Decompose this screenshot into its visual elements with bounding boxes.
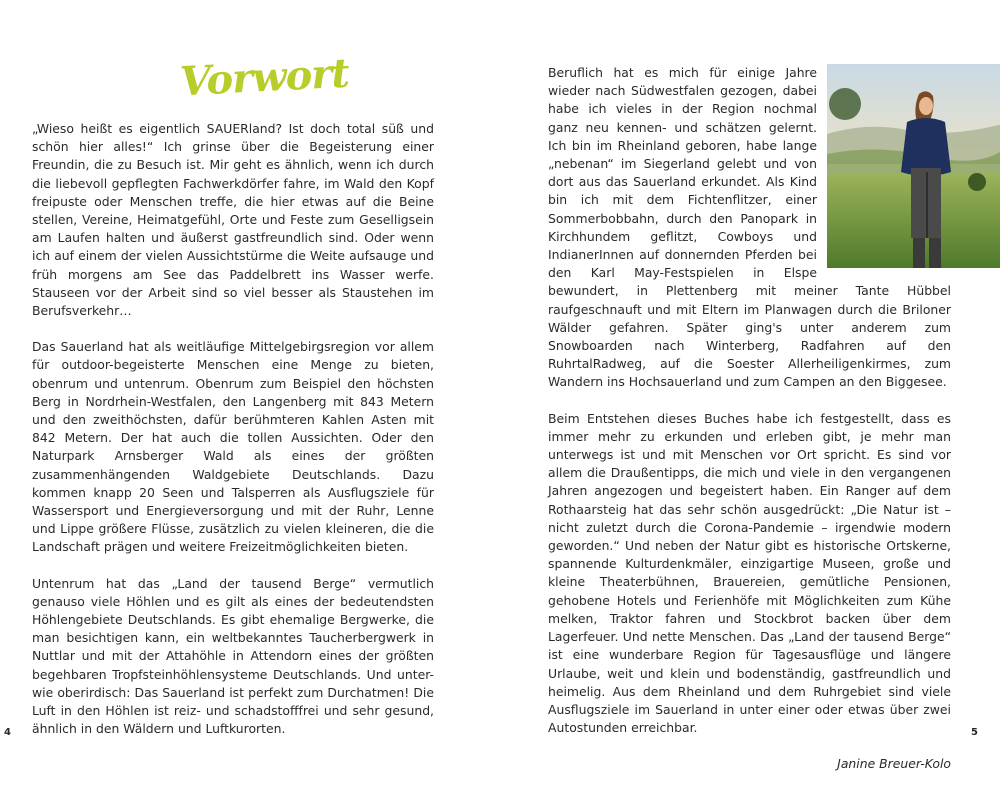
paragraph: Untenrum hat das „Land der tausend Berge“ vermutlich genauso viele Höhlen und es gilt als eines der bedeutendsten Höhlengebiete Deutschlands. Es gibt ehemalige Bergwerke, die man besichtigen kann, ein weltbekanntes Taucherbergwerk in Nuttlar und mit der Attahöhle in Attendorn eines der größten begehbaren Tropfsteinhöhlensysteme Deutschlands. Und unter- wie oberirdisch: Das Sauerland ist perfekt zum Durchatmen! Die Luft in den Höhlen ist reiz- und schadstofffrei und sehr gesund, ähnlich in den Wäldern und Luftkurorten.	[32, 575, 434, 737]
author-signature: Janine Breuer-Kolo	[837, 756, 951, 772]
right-column-text	[548, 64, 951, 792]
page-title: Vorwort	[178, 49, 350, 106]
author-photo	[827, 64, 1000, 268]
page-number-right: 5	[971, 727, 978, 738]
page-number-left: 4	[4, 727, 11, 738]
paragraph: „Wieso heißt es eigentlich SAUERland? Ist doch total süß und schön hier alles!“ Ich grinse über die Begeisterung einer Freundin, die zu Besuch ist. Mir geht es ähnlich, wenn ich durch die liebevoll gepflegten Fachwerkdörfer fahre, im Wald den Kopf freipuste oder Menschen treffe, die hier etwas auf die Beine stellen, Vereine, Heimatgefühl, Orte und Feste zum Geselligsein am Laufen halten und äußerst gastfreundlich sind. Oder wenn ich auf einem der vielen Aussichtstürme die Weite aufsauge und früh morgens am See das Paddelbrett ins Wasser werfe. Stauseen vor der Arbeit sind so viel besser als Staustehen im Berufsverkehr…	[32, 121, 434, 319]
paragraph: Beim Entstehen dieses Buches habe ich festgestellt, dass es immer mehr zu erkunden und erleben gibt, je mehr man unterwegs ist und mit Menschen vor Ort spricht. Es sind vor allem die Draußentipps, die mich und viele in den vergangenen Jahren angezogen und begeistert haben. Ein Ranger auf dem Rothaarsteig hat das sehr schön ausgedrückt: „Die Natur ist – nicht zuletzt durch die Corona-Pandemie – irgendwie modern geworden.“ Und neben der Natur gibt es historische Ortskerne, spannende Kulturdenkmäler, einzigartige Museen, große und kleine Theaterbühnen, Brauereien, gemütliche Pensionen, gehobene Hotels und Ferienhöfe mit Möglichkeiten zum Kühe melken, Traktor fahren und Stockbrot backen über dem Lagerfeuer. Und nette Menschen. Das „Land der tausend Berge“ ist eine wunderbare Region für Tagesausflüge und längere Urlaube, weit und klein und bodenständig, gastfreundlich und heimelig. Aus dem Rheinland und dem Ruhrgebiet sind viele Ausflugsziele im Sauerland in unter einer oder etwas über zwei Autostunden erreichbar.	[548, 410, 951, 736]
left-column-text	[32, 120, 434, 757]
author-photo-illustration	[827, 64, 1000, 268]
paragraph: Das Sauerland hat als weitläufige Mittelgebirgsregion vor allem für outdoor-begeisterte Menschen eine Menge zu bieten, obenrum und untenrum. Obenrum zum Beispiel den höchsten Berg in Nordrhein-Westfalen, den Langenberg mit 843 Metern und den zweithöchsten, dafür berühmteren Kahlen Asten mit 842 Metern. Der hat auch die tollen Aussichten. Oder den Naturpark Arnsberger Wald als eines der größten zusammenhängenden Waldgebiete Deutschlands. Dazu kommen knapp 20 Seen und Talsperren als Ausflugsziele für Wassersport und Energieversorgung und mit der Ruhr, Lenne und Lippe größere Flüsse, zusätzlich zu vielen kleineren, die die Landschaft prägen und weitere Freizeitmöglichkeiten bieten.	[32, 339, 434, 555]
paragraph: Beruflich hat es mich für einige Jahre wieder nach Südwestfalen gezogen, dabei habe ich vieles in der Region nochmal ganz neu kennen- und schätzen gelernt. Ich bin im Rheinland geboren, habe lange „nebenan“ im Siegerland gelebt und von dort aus das Sauerland erkundet. Als Kind bin ich mit dem Fichtenflitzer, einer Sommerbobbahn, durch den Panopark in Kirchhundem geflitzt, Cowboys und IndianerInnen auf donnernden Pferden bei den Karl May-Festspielen in Elspe bewundert, in Plettenberg mit meiner Tante Hübbel raufgeschnauft und mit Eltern im Planwagen durch die Briloner Wälder gefahren. Später ging's unter anderem zum Snowboarden nach Winterberg, Radfahren auf den RuhrtalRadweg, auf die Soester Allerheiligenkirmes, zum Wandern ins Hochsauerland und zum Campen an den Biggesee.	[548, 65, 951, 390]
